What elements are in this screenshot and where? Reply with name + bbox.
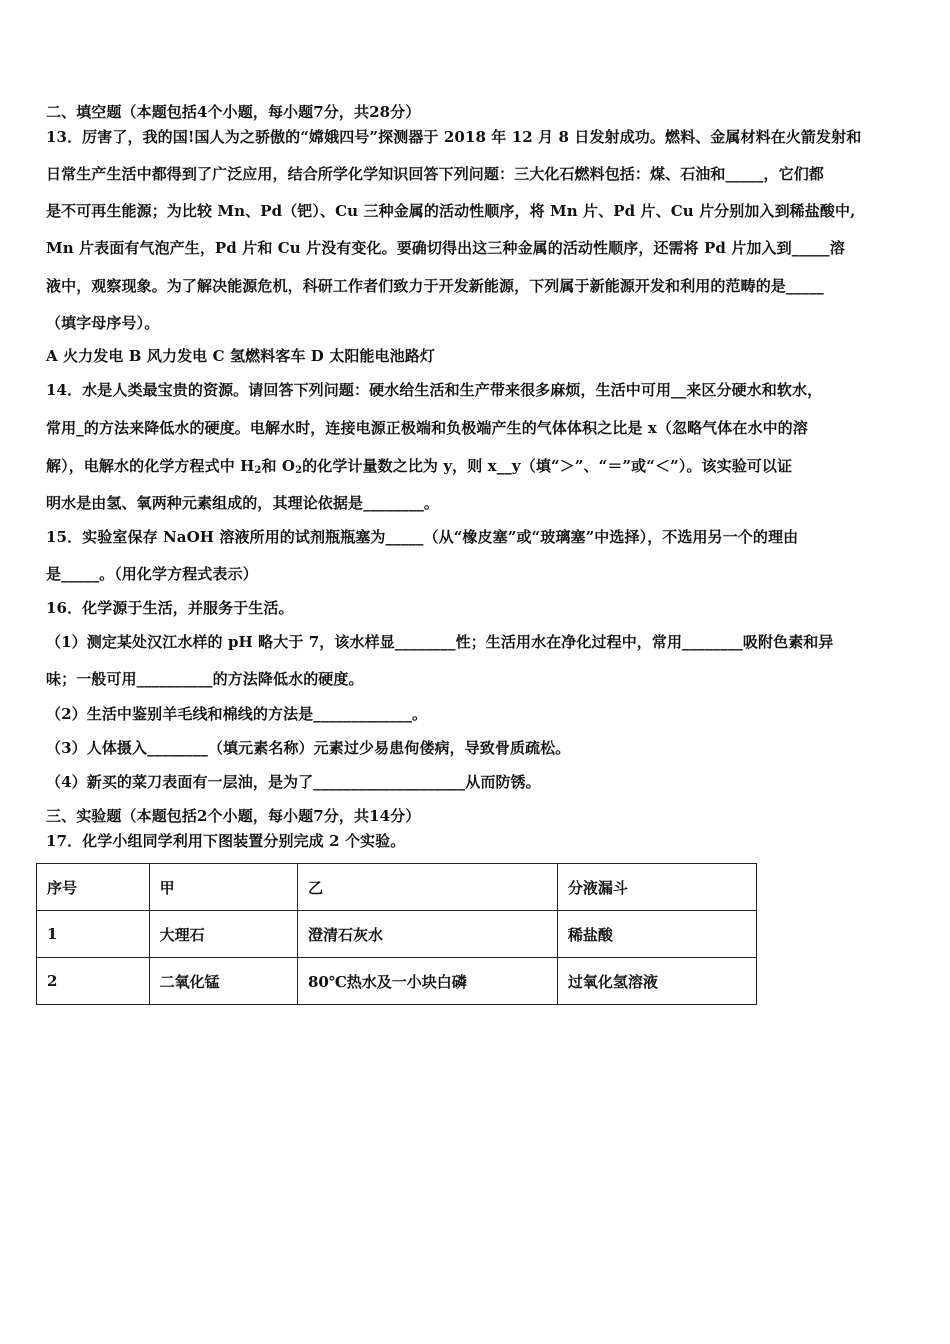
q14-line-2: 常用_的方法来降低水的硬度。电解水时，连接电源正极端和负极端产生的气体体积之比是 x（忽略气体在水中的溶 [46, 419, 808, 437]
q16-line-3: （2）生活中鉴别羊毛线和棉线的方法是_____________。 [46, 705, 428, 723]
section-2-heading: 二、填空题（本题包括4个小题，每小题7分，共28分） [46, 103, 421, 121]
q14-line-4: 明水是由氢、氧两种元素组成的，其理论依据是________。 [46, 494, 440, 512]
q15-line-2: 是_____。（用化学方程式表示） [46, 565, 258, 583]
q13-line-5: 液中，观察现象。为了解决能源危机，科研工作者们致力于开发新能源，下列属于新能源开发和利用的范畴的是_____ [46, 277, 824, 295]
q13-line-1: 13．厉害了，我的国!国人为之骄傲的“嫦娥四号”探测器于 2018 年 12 月 8 日发射成功。燃料、金属材料在火箭发射和 [46, 128, 862, 146]
h2-subscript: 2 [254, 465, 262, 476]
o2-subscript: 2 [295, 465, 303, 476]
table-header-row [37, 864, 757, 911]
table-row [37, 911, 757, 958]
table-cell: 大理石 [149, 911, 297, 958]
table-cell: 澄清石灰水 [297, 911, 557, 958]
table-header-cell: 序号 [37, 864, 150, 911]
q13-options: A 火力发电 B 风力发电 C 氢燃料客车 D 太阳能电池路灯 [46, 347, 435, 365]
table-cell: 1 [37, 911, 150, 958]
q13-line-2: 日常生产生活中都得到了广泛应用，结合所学化学知识回答下列问题：三大化石燃料包括：煤、石油和_____，它们都 [46, 165, 824, 183]
table-header-cell: 分液漏斗 [557, 864, 756, 911]
q16-line-2: 味；一般可用__________的方法降低水的硬度。 [46, 670, 364, 688]
table-header-cell: 甲 [149, 864, 297, 911]
q14-line-1: 14．水是人类最宝贵的资源。请回答下列问题：硬水给生活和生产带来很多麻烦，生活中可用__来区分硬水和软水， [46, 381, 823, 399]
q16-line-4: （3）人体摄入________（填元素名称）元素过少易患佝偻病，导致骨质疏松。 [46, 739, 571, 757]
q14-line-3 [46, 456, 908, 476]
table-cell: 二氧化锰 [149, 958, 297, 1005]
q17-line-1: 17．化学小组同学利用下图装置分别完成 2 个实验。 [46, 832, 406, 850]
q15-line-1: 15．实验室保存 NaOH 溶液所用的试剂瓶瓶塞为_____（从“橡皮塞”或“玻璃塞”中选择），不选用另一个的理由 [46, 528, 799, 546]
q16-line-0: 16．化学源于生活，并服务于生活。 [46, 599, 294, 617]
q14-line-3-part-c: 的化学计量数之比为 y，则 x__y（填“＞”、“＝”或“＜”）。该实验可以证 [302, 457, 793, 475]
table-cell: 过氧化氢溶液 [557, 958, 756, 1005]
table-row [37, 958, 757, 1005]
q13-line-3: 是不可再生能源；为比较 Mn、Pd（钯）、Cu 三种金属的活动性顺序，将 Mn 片、Pd 片、Cu 片分别加入到稀盐酸中, [46, 202, 856, 220]
table-header-cell: 乙 [297, 864, 557, 911]
q14-line-3-part-a: 解），电解水的化学方程式中 H [46, 457, 255, 475]
section-3-heading: 三、实验题（本题包括2个小题，每小题7分，共14分） [46, 807, 421, 825]
q16-line-1: （1）测定某处汉江水样的 pH 略大于 7，该水样显________性；生活用水在净化过程中，常用________吸附色素和异 [46, 633, 834, 651]
q16-line-5: （4）新买的菜刀表面有一层油，是为了____________________从而防锈。 [46, 773, 541, 791]
q13-line-4: Mn 片表面有气泡产生，Pd 片和 Cu 片没有变化。要确切得出这三种金属的活动性顺序，还需将 Pd 片加入到_____溶 [46, 239, 845, 257]
q13-line-6: （填字母序号）。 [46, 314, 160, 332]
table-cell: 2 [37, 958, 150, 1005]
table-cell: 80℃热水及一小块白磷 [297, 958, 557, 1005]
table-cell: 稀盐酸 [557, 911, 756, 958]
experiment-table [36, 863, 757, 1005]
q14-line-3-part-b: 和 O [261, 457, 296, 475]
